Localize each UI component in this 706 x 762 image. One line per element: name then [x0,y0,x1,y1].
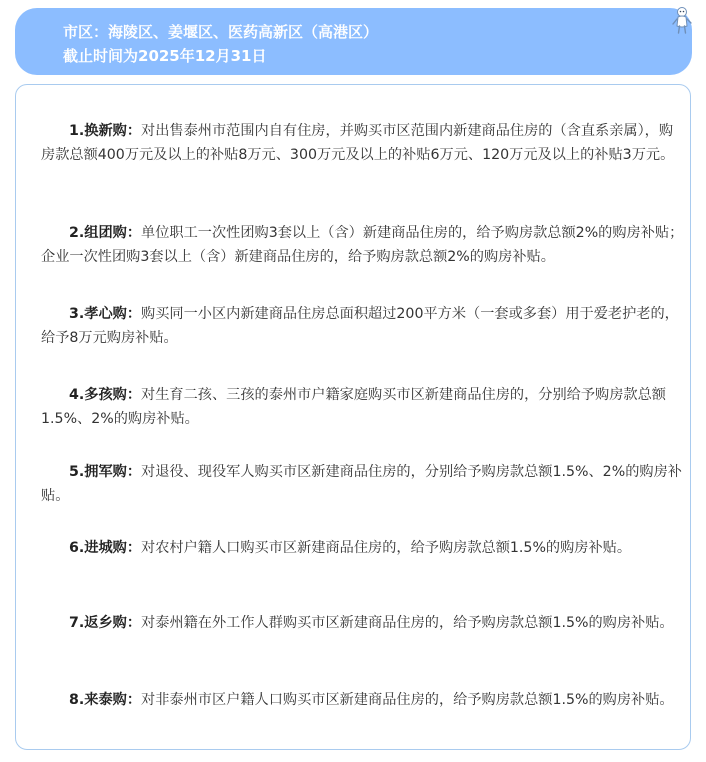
policy-item-5 [41,460,686,508]
policy-label-1: 1.换新购： [69,123,142,139]
policy-label-5: 5.拥军购： [69,464,142,480]
policy-label-3: 3.孝心购： [69,306,142,322]
policy-label-4: 4.多孩购： [69,387,142,403]
district-line: 市区：海陵区、姜堰区、医药高新区（高港区） [63,23,379,41]
policy-text-4: 对生育二孩、三孩的泰州市户籍家庭购买市区新建商品住房的，分别给予购房款总额1.5%、2%的购房补贴。 [41,387,666,427]
policy-text-3: 购买同一小区内新建商品住房总面积超过200平方米（一套或多套）用于爱老护老的，给予8万元购房补贴。 [41,306,679,346]
policy-card [15,84,691,750]
policy-label-6: 6.进城购： [69,540,142,556]
policy-item-8 [41,688,686,712]
policy-item-1 [41,119,686,167]
policy-text-5: 对退役、现役军人购买市区新建商品住房的，分别给予购房款总额1.5%、2%的购房补贴。 [41,464,682,504]
header-banner [15,8,692,75]
policy-text-8: 对非泰州市区户籍人口购买市区新建商品住房的，给予购房款总额1.5%的购房补贴。 [141,692,674,708]
policy-text-6: 对农村户籍人口购买市区新建商品住房的，给予购房款总额1.5%的购房补贴。 [141,540,632,556]
policy-label-7: 7.返乡购： [69,615,142,631]
policy-text-7: 对泰州籍在外工作人群购买市区新建商品住房的，给予购房款总额1.5%的购房补贴。 [141,615,674,631]
policy-item-4 [41,383,686,431]
policy-item-3 [41,302,686,350]
deadline-line: 截止时间为2025年12月31日 [63,47,267,65]
policy-item-2 [41,221,686,269]
policy-item-7 [41,611,686,635]
policy-item-6 [41,536,686,560]
policy-text-2: 单位职工一次性团购3套以上（含）新建商品住房的，给予购房款总额2%的购房补贴；企业一次性团购3套以上（含）新建商品住房的，给予购房款总额2%的购房补贴。 [41,225,684,265]
policy-text-1: 对出售泰州市范围内自有住房，并购买市区范围内新建商品住房的（含直系亲属），购房款总额400万元及以上的补贴8万元、300万元及以上的补贴6万元、120万元及以上的补贴3万元。 [41,123,675,163]
policy-label-2: 2.组团购： [69,225,142,241]
policy-label-8: 8.来泰购： [69,692,142,708]
mascot-icon [670,6,694,36]
